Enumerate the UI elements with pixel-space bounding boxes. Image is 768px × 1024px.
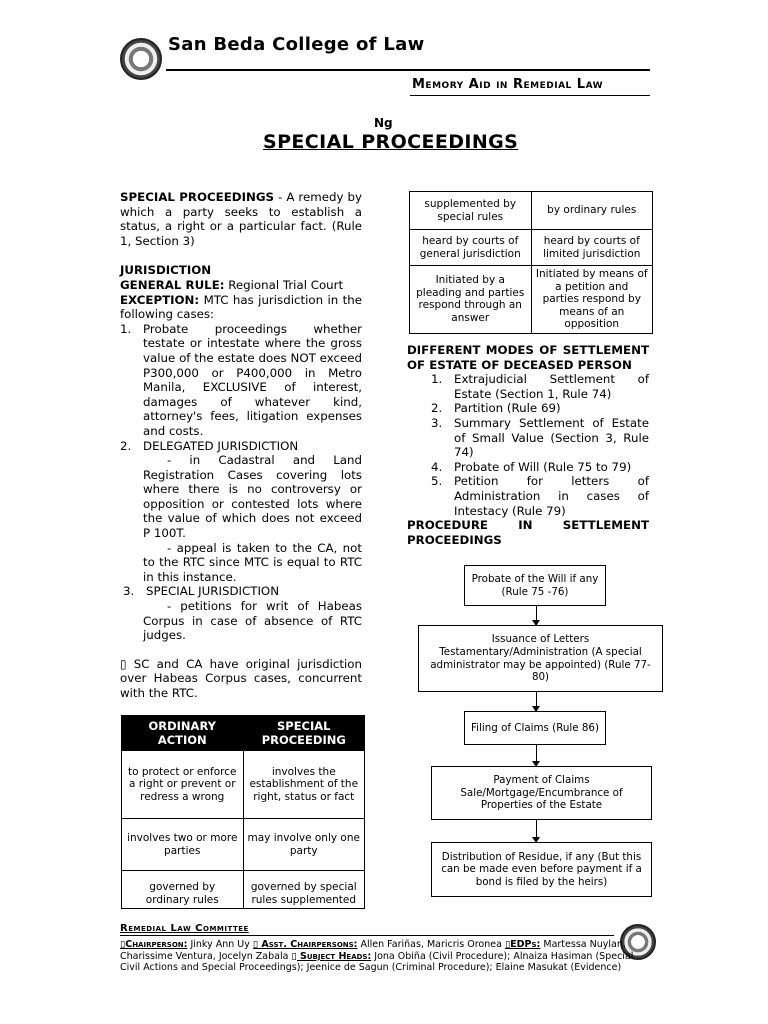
flow-arrow xyxy=(536,606,537,625)
committee-title xyxy=(120,923,249,934)
item-text: SPECIAL JURISDICTION xyxy=(146,584,280,599)
jurisdiction-heading: JURISDICTION xyxy=(120,263,212,278)
table-cell: heard by courts of general jurisdiction xyxy=(410,230,532,266)
table-cell: heard by courts of limited jurisdiction xyxy=(531,230,653,266)
modes-section xyxy=(407,343,649,518)
list-item xyxy=(123,584,362,599)
special-detail: - petitions for writ of Habeas Corpus in case of absence of RTC judges. xyxy=(143,599,362,643)
table-cell: supplemented by special rules xyxy=(410,192,532,230)
table-header-row xyxy=(122,716,365,751)
general-rule-text: Regional Trial Court xyxy=(224,277,344,292)
item-number: 1. xyxy=(120,321,132,336)
table-cell: Initiated by a pleading and parties respond through an answer xyxy=(410,266,532,334)
edps-names: Martessa Nuylan, Charissime Ventura, Jocelyn Zabala xyxy=(120,939,626,962)
definition-paragraph xyxy=(120,190,362,248)
table-cell: Initiated by means of a petition and parties respond by means of an opposition xyxy=(531,266,653,334)
college-seal-logo xyxy=(120,38,162,80)
list-item xyxy=(120,322,362,439)
list-item xyxy=(431,416,649,460)
procedure-heading-text: PROCEDURE IN SETTLEMENT PROCEEDINGS xyxy=(407,518,649,547)
modes-heading: DIFFERENT MODES OF SETTLEMENT OF ESTATE OF DECEASED PERSON xyxy=(407,343,649,372)
item-text: DELEGATED JURISDICTION xyxy=(143,438,299,453)
note-text: SC and CA have original jurisdiction over Habeas Corpus cases, concurrent with the RTC. xyxy=(120,656,362,700)
exception xyxy=(120,293,362,322)
college-name: San Beda College of Law xyxy=(168,34,425,55)
header-special-proceeding: SPECIAL PROCEEDING xyxy=(243,716,365,751)
list-item xyxy=(431,372,649,401)
flow-arrow xyxy=(536,692,537,711)
item-number: 2. xyxy=(120,438,132,453)
flow-step-probate: Probate of the Will if any (Rule 75 -76) xyxy=(464,565,606,606)
memory-aid-rule xyxy=(410,95,650,96)
memory-aid-title: Memory Aid in Remedial Law xyxy=(412,77,604,92)
list-item xyxy=(431,401,649,416)
continuation-table xyxy=(409,191,653,334)
page-title: SPECIAL PROCEEDINGS xyxy=(263,131,519,153)
definition-term: SPECIAL PROCEEDINGS xyxy=(120,190,275,204)
item-number: 3. xyxy=(123,584,135,599)
asst-chairpersons-label: ▯ Asst. Chairpersons: xyxy=(252,939,358,950)
flow-step-letters: Issuance of Letters Testamentary/Administration (A special administrator may be appointed) (Rule 77-80) xyxy=(418,625,663,692)
list-item xyxy=(431,460,649,475)
general-rule xyxy=(120,278,362,293)
exception-label: EXCEPTION: xyxy=(120,292,200,307)
exception-text: MTC has jurisdiction in the following cases: xyxy=(120,292,362,322)
list-item xyxy=(431,474,649,518)
subject-heads-label: ▯ Subject Heads: xyxy=(291,950,372,962)
table-row xyxy=(122,751,365,819)
chairperson-name: Jinky Ann Uy xyxy=(187,939,253,950)
table-cell: involves the establishment of the right, status or fact xyxy=(243,751,365,819)
item-text: Probate proceedings whether testate or intestate where the gross value of the estate does NOT exceed P300,000 or P400,000 in Metro Manila, EXCLUSIVE of interest, damages of whatever kind, attorney's fees, litigation expenses and costs. xyxy=(143,321,362,438)
left-column xyxy=(120,190,362,701)
table-cell: may involve only one party xyxy=(243,819,365,871)
item-text: Extrajudicial Settlement of Estate (Section 1, Rule 74) xyxy=(454,372,649,401)
chairperson-label: ▯Chairperson: xyxy=(120,939,188,950)
table-cell: governed by special rules supplemented xyxy=(243,871,365,909)
subject-heads-names: Jona Obiña (Civil Procedure); Alnaiza Hasiman (Special Civil Actions and Special Proceedings); Jeenice de Sagun (Criminal Procedure); Elaine Masukat (Evidence) xyxy=(120,950,634,973)
item-number: 2. xyxy=(431,401,443,416)
header-rule xyxy=(166,69,650,71)
table-row xyxy=(122,871,365,909)
ng-label: Ng xyxy=(374,116,393,130)
item-number: 5. xyxy=(431,474,443,489)
table-row xyxy=(122,819,365,871)
note-paragraph xyxy=(120,657,362,701)
list-item xyxy=(120,439,362,454)
edps-label: ▯EDPs: xyxy=(504,939,541,950)
item-number: 1. xyxy=(431,372,443,387)
table-cell: to protect or enforce a right or prevent or redress a wrong xyxy=(122,751,244,819)
item-number: 4. xyxy=(431,459,443,474)
item-text: Summary Settlement of Estate of Small Value (Section 3, Rule 74) xyxy=(454,415,649,460)
flow-step-distribution: Distribution of Residue, if any (But this can be made even before payment if a bond is filed by the heirs) xyxy=(431,842,652,897)
table-cell: involves two or more parties xyxy=(122,819,244,871)
item-text: Petition for letters of Administration in cases of Intestacy (Rule 79) xyxy=(454,474,649,518)
item-text: Probate of Will (Rule 75 to 79) xyxy=(454,459,632,474)
table-row xyxy=(410,192,653,230)
table-cell: governed by ordinary rules xyxy=(122,871,244,909)
procedure-heading xyxy=(407,518,649,547)
flow-arrow xyxy=(536,745,537,766)
flow-arrow xyxy=(536,820,537,842)
flow-step-claims: Filing of Claims (Rule 86) xyxy=(464,711,606,745)
bullet-icon: ▯ xyxy=(120,656,127,671)
committee-members xyxy=(120,939,650,974)
asst-chairpersons-names: Allen Fariñas, Maricris Oronea xyxy=(357,939,505,950)
delegated-detail-1: - in Cadastral and Land Registration Cases covering lots where there is no controversy or opposition or contested lots where the value of which does not exceed P 100T. xyxy=(143,453,362,541)
flow-step-payment: Payment of Claims Sale/Mortgage/Encumbrance of Properties of the Estate xyxy=(431,766,652,820)
definition-text: - A remedy by which a party seeks to establish a status, a right or a particular fact. (Rule 1, Section 3) xyxy=(120,190,362,248)
delegated-detail-2: - appeal is taken to the CA, not to the RTC since MTC is equal to RTC in this instance. xyxy=(143,540,362,584)
table-cell: by ordinary rules xyxy=(531,192,653,230)
general-rule-label: GENERAL RULE: xyxy=(120,277,225,292)
footer-rule xyxy=(120,935,614,936)
item-text: Partition (Rule 69) xyxy=(454,401,561,416)
table-row xyxy=(410,230,653,266)
committee-name: Remedial Law Committee xyxy=(120,923,249,934)
table-row xyxy=(410,266,653,334)
header-ordinary-action: ORDINARY ACTION xyxy=(122,716,244,751)
item-number: 3. xyxy=(431,415,443,430)
comparison-table xyxy=(121,715,365,909)
